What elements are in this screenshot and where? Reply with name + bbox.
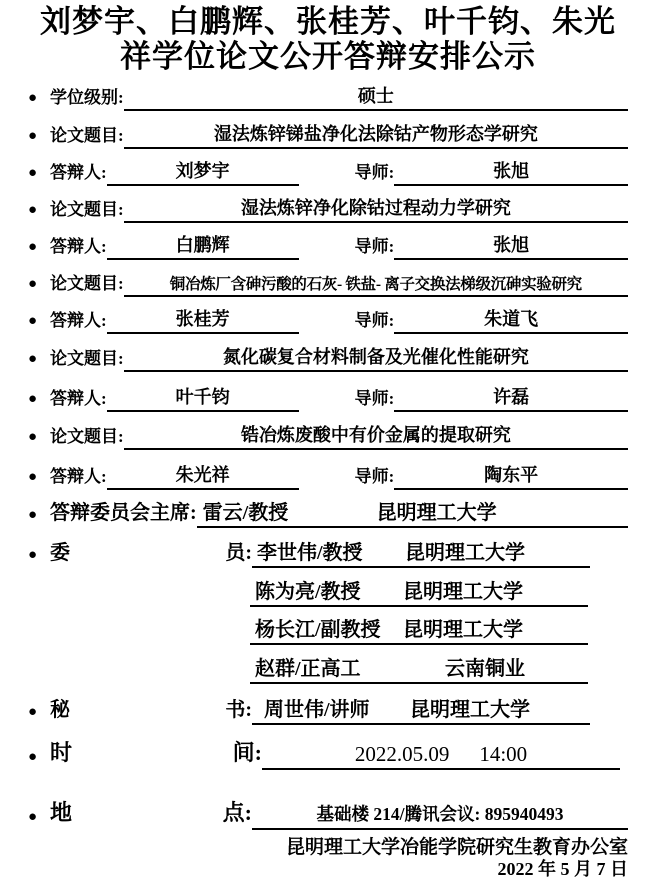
field-row-member-2 bbox=[28, 568, 628, 607]
place-label-left: 地 bbox=[50, 800, 73, 825]
bullet-icon: ● bbox=[28, 704, 38, 720]
adviser-2-underline bbox=[394, 223, 628, 260]
member-label-left: 委 bbox=[50, 542, 70, 564]
bullet-icon: ● bbox=[28, 809, 38, 825]
time-date-value: 2022.05.09 bbox=[354, 742, 450, 766]
member-3-person: 杨长江/副教授 bbox=[255, 619, 381, 641]
time-clock-value: 14:00 bbox=[479, 742, 528, 766]
page-title-line2: 祥学位论文公开答辩安排公示 bbox=[120, 39, 536, 74]
thesis-5-label: 论文题目: bbox=[50, 427, 124, 446]
defense-1-underline bbox=[107, 149, 299, 186]
defense-4-name: 叶千钧 bbox=[175, 387, 230, 407]
degree-label: 学位级别: bbox=[50, 88, 124, 107]
member-4-underline bbox=[250, 645, 588, 684]
footer bbox=[28, 837, 628, 880]
chair-underline bbox=[197, 490, 628, 528]
thesis-1-value: 湿法炼锌锑盐净化法除钴产物形态学研究 bbox=[213, 124, 538, 144]
adviser-4-label: 导师: bbox=[354, 389, 395, 408]
field-row-defense-4 bbox=[28, 372, 628, 412]
adviser-1-label: 导师: bbox=[354, 163, 395, 182]
thesis-2-underline bbox=[124, 186, 628, 223]
defense-5-name: 朱光祥 bbox=[175, 465, 230, 485]
member-2-person: 陈为亮/教授 bbox=[255, 581, 361, 603]
field-row-degree bbox=[28, 78, 628, 111]
secretary-underline bbox=[252, 684, 590, 725]
field-row-member-3 bbox=[28, 607, 628, 645]
place-underline bbox=[252, 788, 628, 830]
adviser-2-name: 张旭 bbox=[493, 235, 530, 255]
thesis-3-label: 论文题目: bbox=[50, 274, 124, 293]
member-1-underline bbox=[252, 528, 590, 568]
thesis-2-label: 论文题目: bbox=[50, 200, 124, 219]
field-row-member-4 bbox=[28, 645, 628, 684]
secretary-label-right: 书: bbox=[225, 699, 252, 721]
time-label-right: 间: bbox=[232, 740, 262, 765]
bullet-icon: ● bbox=[28, 90, 38, 106]
adviser-5-label: 导师: bbox=[354, 467, 395, 486]
degree-value: 硕士 bbox=[357, 86, 394, 106]
field-row-defense-5 bbox=[28, 450, 628, 490]
defense-1-name: 刘梦宇 bbox=[175, 161, 230, 181]
place-value: 基础楼 214/腾讯会议: 895940493 bbox=[316, 804, 564, 824]
defense-5-label: 答辩人: bbox=[50, 467, 107, 486]
bullet-icon: ● bbox=[28, 313, 38, 329]
adviser-1-underline bbox=[394, 149, 628, 186]
bullet-icon: ● bbox=[28, 202, 38, 218]
adviser-3-underline bbox=[394, 297, 628, 334]
adviser-4-name: 许磊 bbox=[493, 387, 530, 407]
member-2-underline bbox=[250, 568, 588, 607]
time-label-left: 时 bbox=[50, 740, 73, 765]
thesis-4-label: 论文题目: bbox=[50, 349, 124, 368]
adviser-4-underline bbox=[394, 372, 628, 412]
secretary-label bbox=[50, 693, 252, 725]
bullet-icon: ● bbox=[28, 429, 38, 445]
member-4-person: 赵群/正高工 bbox=[255, 658, 361, 680]
defense-2-name: 白鹏辉 bbox=[175, 235, 230, 255]
member-4-org: 云南铜业 bbox=[445, 658, 525, 680]
member-1-org: 昆明理工大学 bbox=[405, 542, 525, 564]
field-row-time bbox=[28, 725, 628, 770]
field-row-thesis-5 bbox=[28, 412, 628, 450]
field-row-place bbox=[28, 788, 628, 830]
thesis-4-value: 氮化碳复合材料制备及光催化性能研究 bbox=[222, 347, 529, 367]
defense-5-underline bbox=[107, 450, 299, 490]
field-row-member-1 bbox=[28, 528, 628, 568]
page-title bbox=[28, 4, 628, 74]
degree-underline bbox=[124, 78, 628, 111]
field-row-secretary bbox=[28, 684, 628, 725]
field-row-thesis-4 bbox=[28, 334, 628, 372]
field-row-committee-chair bbox=[28, 490, 628, 528]
member-1-person: 李世伟/教授 bbox=[257, 542, 363, 564]
member-3-org: 昆明理工大学 bbox=[403, 619, 523, 641]
thesis-2-value: 湿法炼锌净化除钴过程动力学研究 bbox=[240, 198, 511, 218]
defense-2-label: 答辩人: bbox=[50, 237, 107, 256]
adviser-3-label: 导师: bbox=[354, 311, 395, 330]
bullet-icon: ● bbox=[28, 351, 38, 367]
page-title-line1: 刘梦宇、白鹏辉、张桂芳、叶千钧、朱光 bbox=[40, 4, 616, 39]
member-2-org: 昆明理工大学 bbox=[403, 581, 523, 603]
bullet-icon: ● bbox=[28, 507, 38, 523]
adviser-5-name: 陶东平 bbox=[484, 465, 539, 485]
thesis-1-underline bbox=[124, 111, 628, 149]
thesis-3-underline bbox=[124, 260, 628, 297]
field-row-defense-1 bbox=[28, 149, 628, 186]
member-label bbox=[50, 536, 252, 568]
field-row-thesis-2 bbox=[28, 186, 628, 223]
field-row-thesis-3 bbox=[28, 260, 628, 297]
bullet-icon: ● bbox=[28, 547, 38, 563]
time-label bbox=[50, 736, 262, 770]
place-label-right: 点: bbox=[222, 800, 252, 825]
thesis-3-value: 铜冶炼厂含砷污酸的石灰- 铁盐- 离子交换法梯级沉砷实验研究 bbox=[169, 276, 582, 293]
bullet-icon: ● bbox=[28, 165, 38, 181]
field-row-defense-2 bbox=[28, 223, 628, 260]
secretary-label-left: 秘 bbox=[50, 699, 70, 721]
secretary-org: 昆明理工大学 bbox=[410, 699, 530, 721]
defense-4-label: 答辩人: bbox=[50, 389, 107, 408]
defense-3-name: 张桂芳 bbox=[175, 309, 230, 329]
bullet-icon: ● bbox=[28, 239, 38, 255]
defense-3-underline bbox=[107, 297, 299, 334]
footer-office: 昆明理工大学冶能学院研究生教育办公室 bbox=[285, 837, 628, 858]
defense-1-label: 答辩人: bbox=[50, 163, 107, 182]
adviser-1-name: 张旭 bbox=[493, 161, 530, 181]
thesis-4-underline bbox=[124, 334, 628, 372]
defense-2-underline bbox=[107, 223, 299, 260]
thesis-5-underline bbox=[124, 412, 628, 450]
time-underline bbox=[262, 725, 620, 770]
bullet-icon: ● bbox=[28, 391, 38, 407]
chair-org: 昆明理工大学 bbox=[376, 502, 497, 524]
member-label-right: 员: bbox=[225, 542, 252, 564]
adviser-3-name: 朱道飞 bbox=[484, 309, 539, 329]
chair-label: 答辩委员会主席: bbox=[50, 502, 197, 524]
bullet-icon: ● bbox=[28, 749, 38, 765]
defense-4-underline bbox=[107, 372, 299, 412]
adviser-2-label: 导师: bbox=[354, 237, 395, 256]
field-row-thesis-1 bbox=[28, 111, 628, 149]
secretary-person: 周世伟/讲师 bbox=[264, 699, 370, 721]
bullet-icon: ● bbox=[28, 276, 38, 292]
adviser-5-underline bbox=[394, 450, 628, 490]
footer-date: 2022 年 5 月 7 日 bbox=[497, 859, 628, 879]
field-row-defense-3 bbox=[28, 297, 628, 334]
thesis-1-label: 论文题目: bbox=[50, 126, 124, 145]
member-3-underline bbox=[250, 607, 588, 645]
place-label bbox=[50, 796, 252, 830]
bullet-icon: ● bbox=[28, 469, 38, 485]
chair-person: 雷云/教授 bbox=[202, 502, 289, 524]
bullet-icon: ● bbox=[28, 128, 38, 144]
defense-3-label: 答辩人: bbox=[50, 311, 107, 330]
thesis-5-value: 锆冶炼废酸中有价金属的提取研究 bbox=[240, 425, 511, 445]
